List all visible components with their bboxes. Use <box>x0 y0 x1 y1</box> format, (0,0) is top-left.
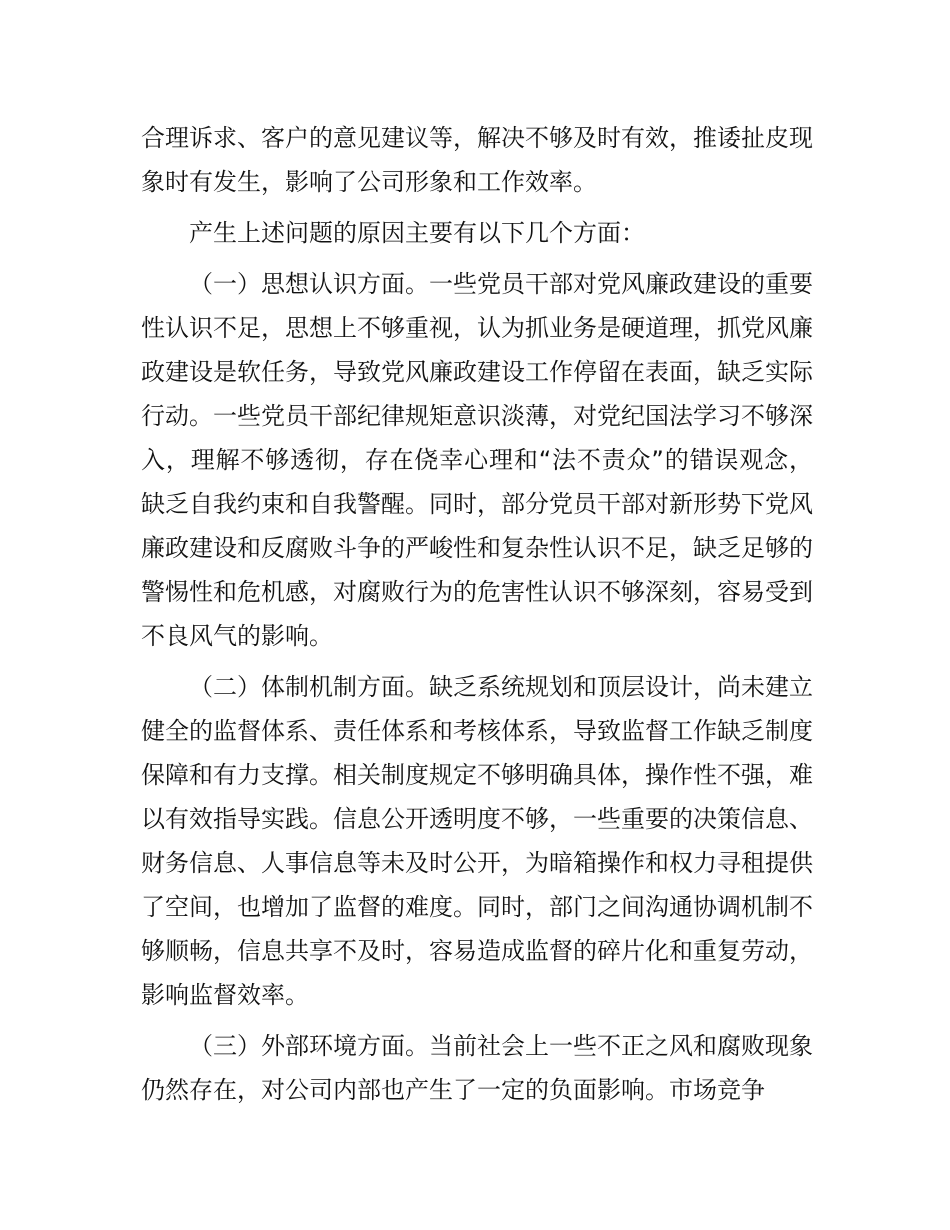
document-body <box>141 116 813 1112</box>
paragraph-external-environment: （三）外部环境方面。当前社会上一些不正之风和腐败现象仍然存在，对公司内部也产生了一定的负面影响。市场竞争 <box>141 1032 813 1104</box>
paragraph-continuation: 合理诉求、客户的意见建议等，解决不够及时有效，推诿扯皮现象时有发生，影响了公司形象和工作效率。 <box>141 124 813 196</box>
paragraph-institutional-mechanism: （二）体制机制方面。缺乏系统规划和顶层设计，尚未建立健全的监督体系、责任体系和考核体系，导致监督工作缺乏制度保障和有力支撑。相关制度规定不够明确具体，操作性不强，难以有效指导实践。信息公开透明度不够，一些重要的决策信息、财务信息、人事信息等未及时公开，为暗箱操作和权力寻租提供了空间，也增加了监督的难度。同时，部门之间沟通协调机制不够顺畅，信息共享不及时，容易造成监督的碎片化和重复劳动，影响监督效率。 <box>141 673 813 1009</box>
paragraph-ideological-awareness: （一）思想认识方面。一些党员干部对党风廉政建设的重要性认识不足，思想上不够重视，认为抓业务是硬道理，抓党风廉政建设是软任务，导致党风廉政建设工作停留在表面，缺乏实际行动。一些党员干部纪律规矩意识淡薄，对党纪国法学习不够深入，理解不够透彻，存在侥幸心理和“法不责众”的错误观念，缺乏自我约束和自我警醒。同时，部分党员干部对新形势下党风廉政建设和反腐败斗争的严峻性和复杂性认识不足，缺乏足够的警惕性和危机感，对腐败行为的危害性认识不够深刻，容易受到不良风气的影响。 <box>141 270 813 650</box>
paragraph-causes-intro: 产生上述问题的原因主要有以下几个方面： <box>189 219 645 247</box>
